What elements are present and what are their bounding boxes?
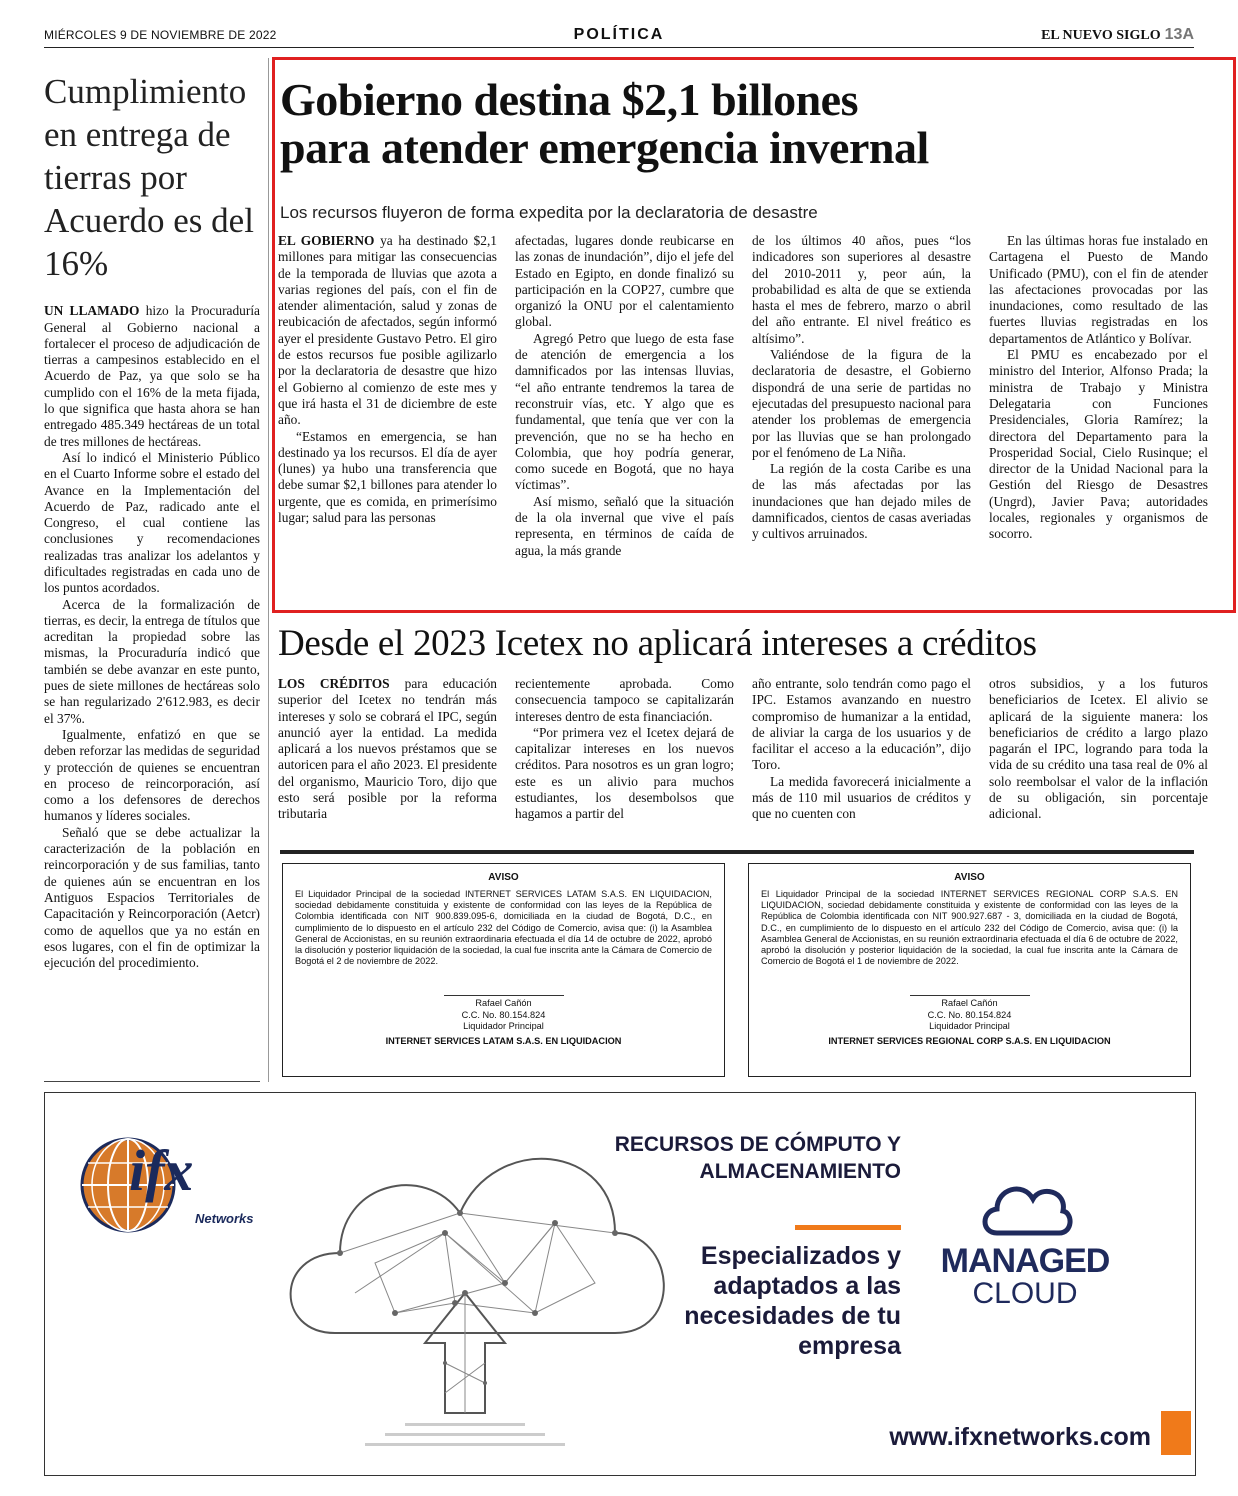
accent-bar [795,1225,901,1230]
second-column-1: LOS CRÉDITOS para educación superior del Icetex no tendrán más intereses y solo se cobrará el IPC, según anunció ayer la entidad. La medida aplicará a los nuevos préstamos que se autoricen para el año 2023. El presidente del organismo, Mauricio Toro, dijo que esto será posible por la reforma tributaria [278,676,497,822]
ad-url[interactable]: www.ifxnetworks.com [889,1423,1151,1451]
side-paragraph: UN LLAMADO hizo la Procuraduría General al Gobierno nacional a fortalecer el proceso de adjudicación de tierras a campesinos establecido en el Acuerdo de Paz, ya que solo se ha cumplido con el 16% de la meta fijada, lo que significa que hasta ahora se han entregado 485.349 hectáreas de un total de tres millones de hectáreas. [44,303,260,449]
product-line-2: CLOUD [972,1277,1078,1310]
notice-signature: Rafael Cañón C.C. No. 80.154.824 Liquidador Principal INTERNET SERVICES REGIONAL CORP S.A.S. EN LIQUIDACION [761,995,1178,1047]
notice-signature: Rafael Cañón C.C. No. 80.154.824 Liquidador Principal INTERNET SERVICES LATAM S.A.S. EN LIQUIDACION [295,995,712,1047]
second-column-4: otros subsidios, y a los futuros beneficiarios de Icetex. El alivio se aplicará de la siguiente manera: los beneficiarios de crédito a largo plazo pagarán el IPC, logrando para toda la vida de su crédito una tasa real de 0% al solo reembolsar el valor de la inflación de su obligación, sin porcentaje adicional. [989,676,1208,822]
logo-text: ifx [129,1138,194,1203]
main-column-3: de los últimos 40 años, pues “los indicadores son superiores al desastre del 2010-2011 y, peor aún, la probabilidad es alta de que se extienda hasta el mes de febrero, marzo o abril del año entrante. El nivel freático es altísimo”. Valiéndose de la figura de la declaratoria de desastre, el Gobierno dispondrá de una serie de partidas no ejecutadas del presupuesto nacional para atender los problemas de emergencia por las lluvias que se han prolongado por el fenómeno de La Niña. La región de la costa Caribe es una de las más afectadas por las inundaciones que han dejado miles de damnificados, cientos de casas averiadas y cultivos arruinados. [752,233,971,542]
notice-divider [280,850,1194,854]
main-column-2: afectadas, lugares donde reubicarse en las zonas de inundación”, dijo el jefe del Estado en Egipto, en donde finalizó su participación en la COP27, cumbre que organizó la ONU por el calentamiento global. Agregó Petro que luego de esta fase de atención de emergencia a los damnificados por las intensas lluvias, “el año entrante tendremos la tarea de reconstruir vías, etc. Y algo que es fundamental, que tenía que ver con la prevención, que no se ha hecho en Colombia, que hoy podría generar, como sucede en Bogotá, que no haya víctimas”. Así mismo, señaló que la situación de la ola invernal que vive el país representa, en términos de caída de agua, la más grande [515,233,734,558]
signature-line [910,995,1030,996]
page-number: 13A [1164,26,1194,43]
notice-text: El Liquidador Principal de la sociedad INTERNET SERVICES REGIONAL CORP S.A.S. EN LIQUIDACION, sociedad debidamente constituida y existente de conformidad con las leyes de la República de Colombia identificada con NIT 900.927.687 - 3, domiciliada en la ciudad de Bogotá, D.C., en cumplimiento de lo dispuesto en el artículo 232 del Código de Comercio, avisa que: (i) la Asamblea General de Accionistas, en su reunión extraordinaria efectuada el día 6 de octubre de 2022, aprobó la disolución y posterior liquidación de la sociedad, la cual fue inscrita ante la Cámara de Comercio de Bogotá el 1 de noviembre de 2022. [761,889,1178,967]
cloud-outline-icon [975,1175,1075,1239]
main-column-1: EL GOBIERNO ya ha destinado $2,1 millones para mitigar las consecuencias de la temporada de lluvias que azota a varias regiones del país, con el fin de atender alimentación, salud y zonas de reubicación de afectados, según informó ayer el presidente Gustavo Petro. El giro de estos recursos fue posible agilizarlo por la declaratoria de desastre que hizo el Gobierno al comienzo de este mes y que irá hasta el 31 de diciembre de este año. “Estamos en emergencia, se han destinado ya los recursos. El día de ayer (lunes) ya hubo una transferencia que debe sumar $2,1 billones para atender lo urgente, que es comida, en primerísimo lugar; salud para las personas [278,233,497,526]
ifx-advertisement [44,1092,1196,1476]
main-article-title: Gobierno destina $2,1 billones para atender emergencia invernal [280,74,929,174]
second-column-2: recientemente aprobada. Como consecuencia tampoco se capitalizarán intereses dentro de esta financiación. “Por primera vez el Icetex dejará de capitalizar intereses en los nuevos créditos. Para nosotros es un gran logro; este es un alivio para muchos estudiantes, los desembolsos que hagamos a partir del [515,676,734,822]
newspaper-title: EL NUEVO SIGLO [1041,28,1161,43]
side-paragraph: Señaló que se debe actualizar la caracterización de la población en reincorporación y de sus familias, tanto de quienes aún se encuentran en los Antiguos Espacios Territoriales de Capacitación y Reincorporación (Aetcr) como de aquellos que ya no están en esos lugares, con el fin de optimizar la ejecución del procedimiento. [44,824,260,971]
newspaper-name [1041,26,1194,44]
managed-cloud-badge [935,1175,1115,1310]
side-lead: UN LLAMADO [44,303,140,319]
notice-title: AVISO [954,872,985,883]
publication-date: MIÉRCOLES 9 DE NOVIEMBRE DE 2022 [44,28,277,42]
notice-text: El Liquidador Principal de la sociedad INTERNET SERVICES LATAM S.A.S. EN LIQUIDACION, sociedad debidamente constituida y existente de conformidad con las leyes de la República de Colombia identificada con NIT 900.839.095-6, domiciliada en la ciudad de Bogotá, D.C., en cumplimiento de lo dispuesto en el artículo 232 del Código de Comercio, avisa que: (i) la Asamblea General de Accionistas, en su reunión extraordinaria efectuada el día 14 de octubre de 2022, aprobó la disolución y posterior liquidación de la sociedad, la cual fue inscrita ante la Cámara de Comercio de Bogotá el 2 de noviembre de 2022. [295,889,712,967]
side-paragraph: Igualmente, enfatizó en que se deben reforzar las medidas de seguridad y protección de quienes se encuentran en proceso de reincorporación, así como a los defensores de derechos humanos y líderes sociales. [44,726,260,824]
product-line-1: MANAGED [940,1242,1110,1280]
main-lead: EL GOBIERNO [278,233,375,248]
section-name: POLÍTICA [573,26,665,43]
main-article-subtitle: Los recursos fluyeron de forma expedita por la declaratoria de desastre [280,203,818,222]
ad-heading: RECURSOS DE CÓMPUTO Y ALMACENAMIENTO [614,1133,901,1184]
side-paragraph: Así lo indicó el Ministerio Público en el Cuarto Informe sobre el estado del Avance en la Implementación del Acuerdo de Paz, radicado ante el Congreso, el cual contiene las conclusiones y recomendaciones realizadas tras analizar los adelantos y dificultades registradas en cada uno de los puntos acordados. [44,449,260,596]
side-article [44,70,260,1082]
main-article-body [278,233,1208,599]
column-divider [268,58,269,1082]
notice-title: AVISO [488,872,519,883]
ad-tagline: Especializados y adaptados a las necesidades de tu empresa [684,1242,901,1360]
second-lead: LOS CRÉDITOS [278,676,390,691]
logo-subtext: Networks [195,1211,254,1226]
second-column-3: año entrante, solo tendrán como pago el IPC. Estamos avanzando en nuestro compromiso de humanizar a la entidad, de aliviar la carga de los usuarios y de facilitar el acceso a la educación”, dijo Toro. La medida favorecerá inicialmente a más de 110 mil usuarios de créditos y que no cuenten con [752,676,971,822]
legal-notice-latam [282,863,725,1077]
second-article-title: Desde el 2023 Icetex no aplicará intereses a créditos [278,623,1037,664]
main-column-4: En las últimas horas fue instalado en Cartagena el Puesto de Mando Unificado (PMU), con el fin de atender las afectaciones provocadas por las inundaciones, como resultado de las fuertes lluvias registradas en los departamentos de Atlántico y Bolívar. El PMU es encabezado por el ministro del Interior, Alfonso Prada; la ministra de Trabajo y Ministra Delegataria con Funciones Presidenciales, Gloria Ramírez; la directora del Departamento para la Prosperidad Social, Cielo Rusinque; el director de la Unidad Nacional para la Gestión del Riesgo de Desastres (Ungrd), Javier Pava; autoridades locales, regionales y organismos de socorro. [989,233,1208,542]
signature-line [444,995,564,996]
page-masthead [44,26,1194,48]
second-article-body [278,676,1208,836]
legal-notice-regional [748,863,1191,1077]
side-paragraph: Acerca de la formalización de tierras, es decir, la entrega de títulos que acreditan la propiedad sobre las mismas, la Procuraduría indicó que también se debe avanzar en este punto, pues de siete millones de hectáreas solo se han regularizado 2'612.983, es decir el 37%. [44,596,260,726]
accent-block [1161,1411,1191,1455]
side-article-title: Cumplimiento en entrega de tierras por Acuerdo es del 16% [44,72,254,284]
side-article-body [44,303,260,971]
